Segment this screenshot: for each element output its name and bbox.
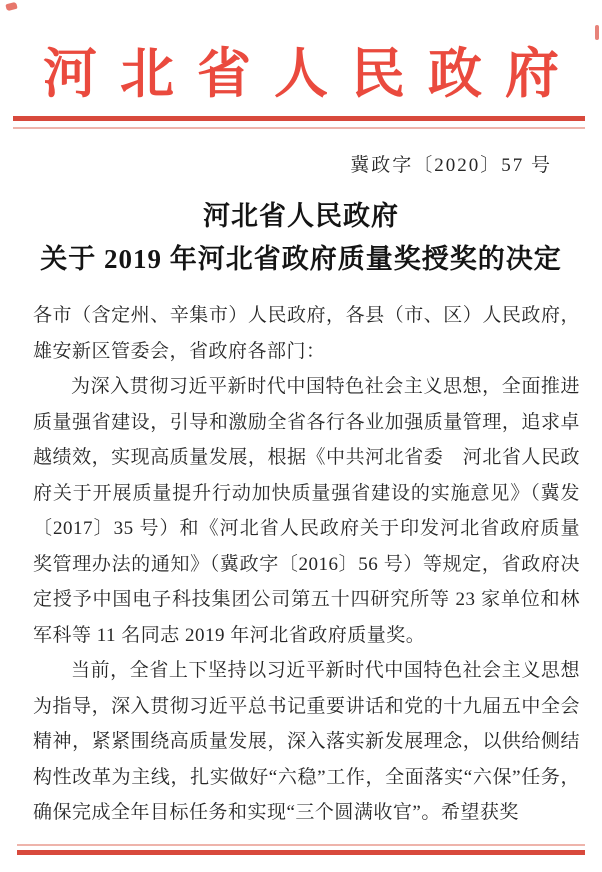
document-body [0, 298, 602, 831]
letterhead-divider-thick-line [13, 116, 585, 121]
scan-artifact-right-edge [595, 25, 599, 40]
scan-artifact-top-left [5, 2, 17, 11]
letterhead-org-name: 河北省人民政府 [43, 44, 582, 104]
body-paragraph-2: 当前，全省上下坚持以习近平新时代中国特色社会主义思想为指导，深入贯彻习近平总书记重要讲话和党的十九届五中全会精神，紧紧围绕高质量发展，深入落实新发展理念，以供给侧结构性改革为主线，扎实做好“六稳”工作，全面落实“六保”任务，确保完成全年目标任务和实现“三个圆满收官”。希望获奖 [33, 660, 580, 823]
letterhead-divider [13, 116, 585, 129]
letterhead-divider-thin-line [13, 127, 585, 129]
salutation: 各市（含定州、辛集市）人民政府，各县（市、区）人民政府，雄安新区管委会，省政府各部门： [33, 305, 580, 362]
document-title-line1: 河北省人民政府 [203, 201, 399, 231]
footer-divider-thin-line [17, 844, 585, 846]
footer-divider [17, 844, 585, 855]
footer-divider-thick-line [17, 850, 585, 855]
body-paragraph-1: 为深入贯彻习近平新时代中国特色社会主义思想，全面推进质量强省建设，引导和激励全省各行各业加强质量管理，追求卓越绩效，实现高质量发展，根据《中共河北省委 河北省人民政府关于开展质量提升行动加快质量强省建设的实施意见》（冀发〔2017〕35 号）和《河北省人民政府关于印发河北省政府质量奖管理办法的通知》（冀政字〔2016〕56 号）等规定，省政府决定授予中国电子科技集团公司第五十四研究所等 23 家单位和林军科等 11 名同志 2019 年河北省政府质量奖。 [33, 376, 580, 646]
document-number: 冀政字〔2020〕57 号 [350, 155, 552, 176]
document-title-line2: 关于 2019 年河北省政府质量奖授奖的决定 [40, 244, 562, 274]
